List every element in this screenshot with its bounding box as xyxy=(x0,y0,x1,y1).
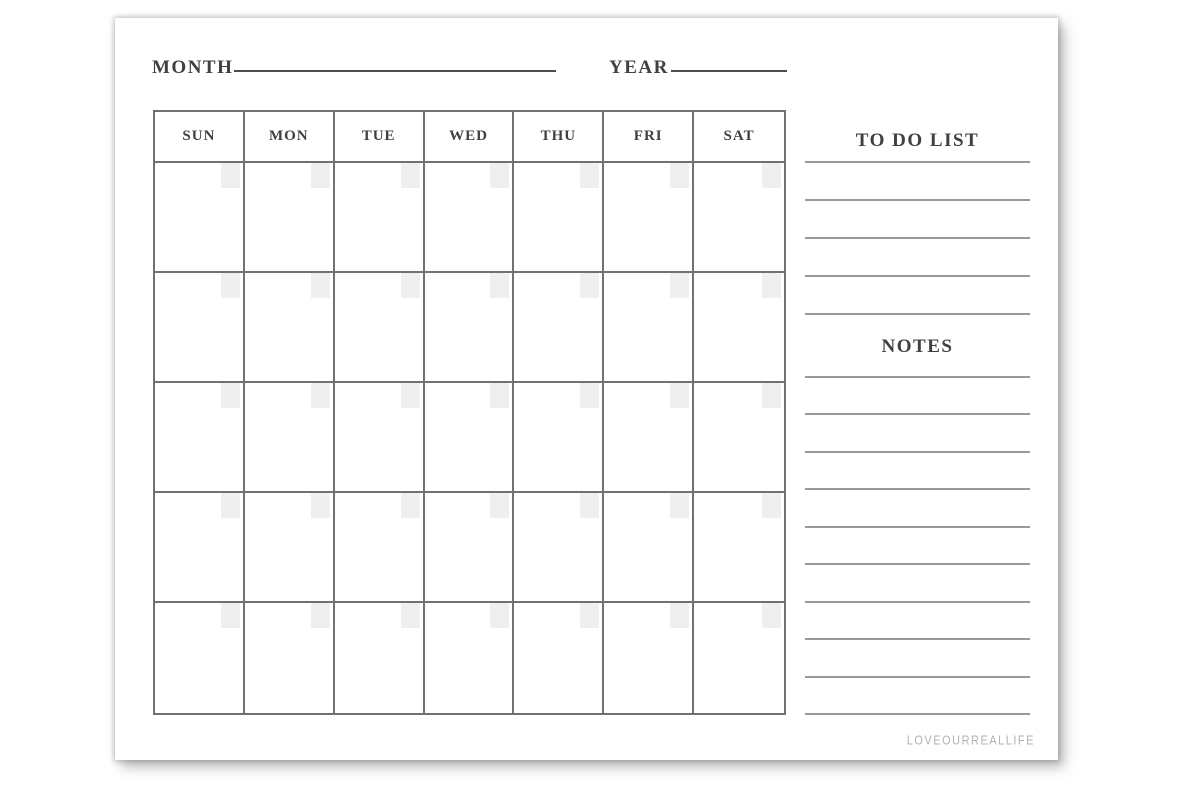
calendar-cell[interactable] xyxy=(335,383,425,493)
calendar-cell[interactable] xyxy=(514,493,604,603)
month-input-line[interactable] xyxy=(234,70,556,72)
ruled-line[interactable] xyxy=(805,277,1030,315)
calendar-cell[interactable] xyxy=(425,603,515,713)
calendar-cell[interactable] xyxy=(245,383,335,493)
day-header-sat: SAT xyxy=(694,112,784,163)
calendar-cell[interactable] xyxy=(694,603,784,713)
day-header-mon: MON xyxy=(245,112,335,163)
year-label: YEAR xyxy=(609,57,669,78)
date-box xyxy=(580,383,599,408)
calendar-cell[interactable] xyxy=(604,163,694,273)
date-box xyxy=(221,383,240,408)
date-box xyxy=(221,273,240,298)
calendar-cell[interactable] xyxy=(694,383,784,493)
calendar-cell[interactable] xyxy=(335,603,425,713)
date-box xyxy=(762,383,781,408)
calendar-cell[interactable] xyxy=(335,273,425,383)
calendar-cell[interactable] xyxy=(514,163,604,273)
date-box xyxy=(401,493,420,518)
date-box xyxy=(490,273,509,298)
calendar-cell[interactable] xyxy=(245,493,335,603)
ruled-line[interactable] xyxy=(805,640,1030,678)
ruled-line[interactable] xyxy=(805,239,1030,277)
calendar-cell[interactable] xyxy=(245,163,335,273)
calendar-cell[interactable] xyxy=(155,603,245,713)
calendar-cell[interactable] xyxy=(514,273,604,383)
calendar-grid xyxy=(153,110,786,715)
date-box xyxy=(490,493,509,518)
watermark-text: LOVEOURREALLIFE xyxy=(906,734,1035,748)
date-box xyxy=(762,163,781,188)
date-box xyxy=(311,383,330,408)
sidebar xyxy=(805,18,1030,760)
date-box xyxy=(311,273,330,298)
date-box xyxy=(762,273,781,298)
day-header-tue: TUE xyxy=(335,112,425,163)
date-box xyxy=(762,603,781,628)
calendar-cell[interactable] xyxy=(425,383,515,493)
calendar-cell[interactable] xyxy=(514,603,604,713)
ruled-line[interactable] xyxy=(805,603,1030,641)
day-header-fri: FRI xyxy=(604,112,694,163)
date-box xyxy=(670,163,689,188)
calendar-cell[interactable] xyxy=(514,383,604,493)
date-box xyxy=(670,493,689,518)
calendar-cell[interactable] xyxy=(604,383,694,493)
ruled-line[interactable] xyxy=(805,163,1030,201)
date-box xyxy=(311,163,330,188)
notes-lines xyxy=(805,340,1030,715)
calendar-cell[interactable] xyxy=(155,163,245,273)
day-header-thu: THU xyxy=(514,112,604,163)
date-box xyxy=(221,163,240,188)
calendar-cell[interactable] xyxy=(335,493,425,603)
ruled-line[interactable] xyxy=(805,201,1030,239)
todo-list-title: TO DO LIST xyxy=(805,130,1030,152)
date-box xyxy=(490,163,509,188)
ruled-line[interactable] xyxy=(805,415,1030,453)
ruled-line[interactable] xyxy=(805,378,1030,416)
date-box xyxy=(221,603,240,628)
calendar-cell[interactable] xyxy=(604,273,694,383)
date-box xyxy=(580,493,599,518)
month-label: MONTH xyxy=(152,57,234,78)
ruled-line[interactable] xyxy=(805,678,1030,716)
calendar-cell[interactable] xyxy=(694,163,784,273)
calendar-cell[interactable] xyxy=(425,273,515,383)
ruled-line[interactable] xyxy=(805,528,1030,566)
calendar-cell[interactable] xyxy=(155,273,245,383)
calendar-cell[interactable] xyxy=(694,273,784,383)
ruled-line[interactable] xyxy=(805,453,1030,491)
date-box xyxy=(580,273,599,298)
calendar-cell[interactable] xyxy=(155,383,245,493)
date-box xyxy=(311,603,330,628)
calendar-cell[interactable] xyxy=(245,603,335,713)
ruled-line[interactable] xyxy=(805,340,1030,378)
date-box xyxy=(580,603,599,628)
date-box xyxy=(490,383,509,408)
date-box xyxy=(580,163,599,188)
day-header-sun: SUN xyxy=(155,112,245,163)
calendar-cell[interactable] xyxy=(425,493,515,603)
calendar-cell[interactable] xyxy=(694,493,784,603)
ruled-line[interactable] xyxy=(805,125,1030,163)
calendar-cell[interactable] xyxy=(425,163,515,273)
date-box xyxy=(490,603,509,628)
year-input-line[interactable] xyxy=(671,70,787,72)
day-header-wed: WED xyxy=(425,112,515,163)
date-box xyxy=(221,493,240,518)
date-box xyxy=(762,493,781,518)
calendar-cell[interactable] xyxy=(155,493,245,603)
calendar-cell[interactable] xyxy=(335,163,425,273)
date-box xyxy=(311,493,330,518)
date-box xyxy=(670,273,689,298)
date-box xyxy=(670,603,689,628)
date-box xyxy=(401,273,420,298)
ruled-line[interactable] xyxy=(805,490,1030,528)
date-box xyxy=(670,383,689,408)
date-box xyxy=(401,383,420,408)
calendar-cell[interactable] xyxy=(604,603,694,713)
todo-lines xyxy=(805,125,1030,315)
date-box xyxy=(401,603,420,628)
calendar-cell[interactable] xyxy=(604,493,694,603)
notes-title: NOTES xyxy=(805,336,1030,358)
calendar-page xyxy=(115,18,1058,760)
calendar-cell[interactable] xyxy=(245,273,335,383)
ruled-line[interactable] xyxy=(805,565,1030,603)
date-box xyxy=(401,163,420,188)
